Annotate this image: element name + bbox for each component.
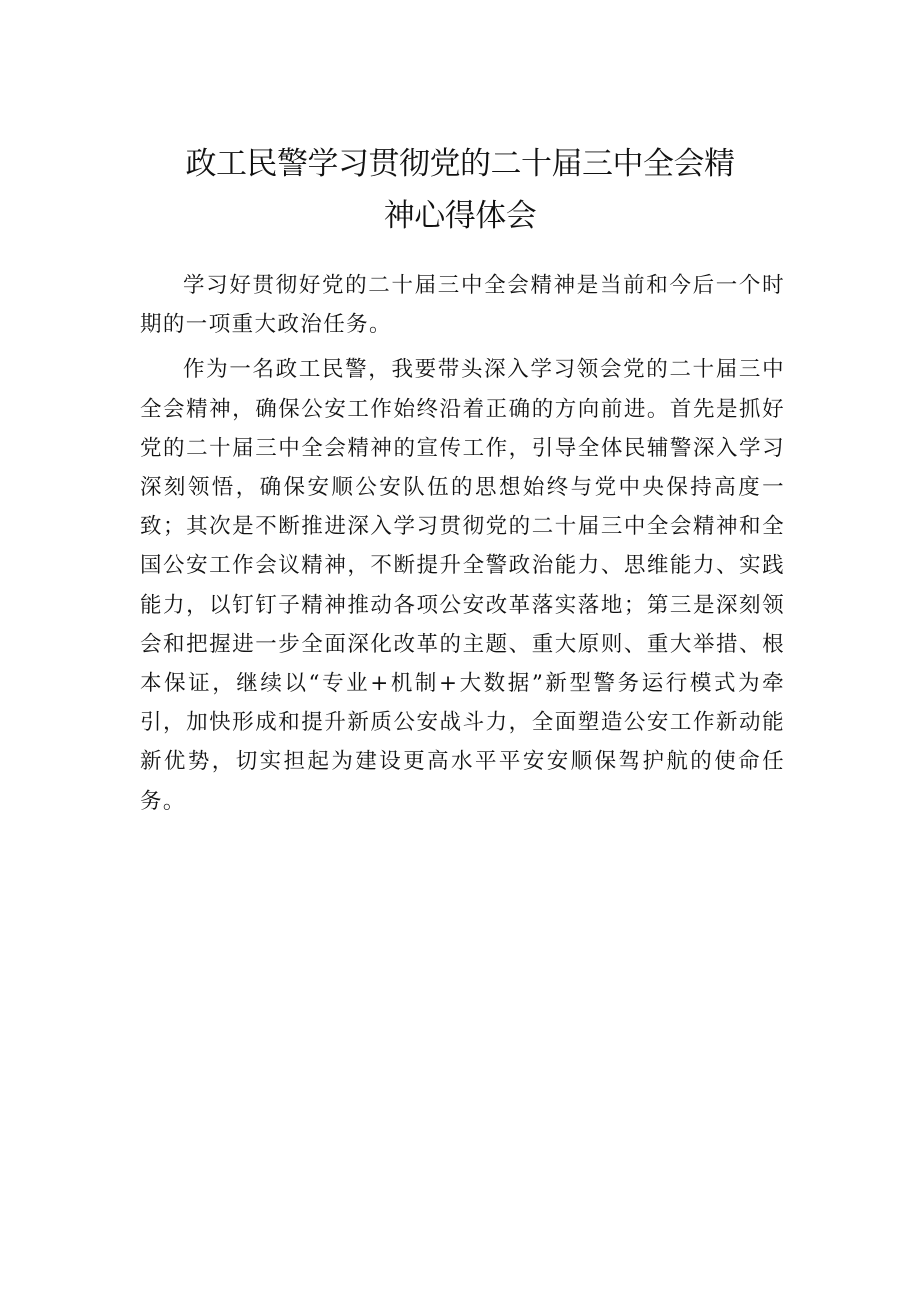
paragraph-2: 作为一名政工民警，我要带头深入学习领会党的二十届三中全会精神，确保公安工作始终沿着正确的方向前进。首先是抓好党的二十届三中全会精神的宣传工作，引导全体民辅警深入学习深刻领悟，确保安顺公安队伍的思想始终与党中央保持高度一致；其次是不断推进深入学习贯彻党的二十届三中全会精神和全国公安工作会议精神，不断提升全警政治能力、思维能力、实践能力，以钉钉子精神推动各项公安改革落实落地；第三是深刻领会和把握进一步全面深化改革的主题、重大原则、重大举措、根本保证，继续以“专业+机制+大数据”新型警务运行模式为牵引，加快形成和提升新质公安战斗力，全面塑造公安工作新动能新优势，切实担起为建设更高水平平安安顺保驾护航的使命任务。 [140,357,785,814]
title-line-1: 政工民警学习贯彻党的二十届三中全会精 [185,146,735,182]
document-title [140,138,780,242]
document-body [140,266,785,827]
paragraph-1: 学习好贯彻好党的二十届三中全会精神是当前和今后一个时期的一项重大政治任务。 [140,273,785,338]
title-line-2: 神心得体会 [383,198,537,234]
